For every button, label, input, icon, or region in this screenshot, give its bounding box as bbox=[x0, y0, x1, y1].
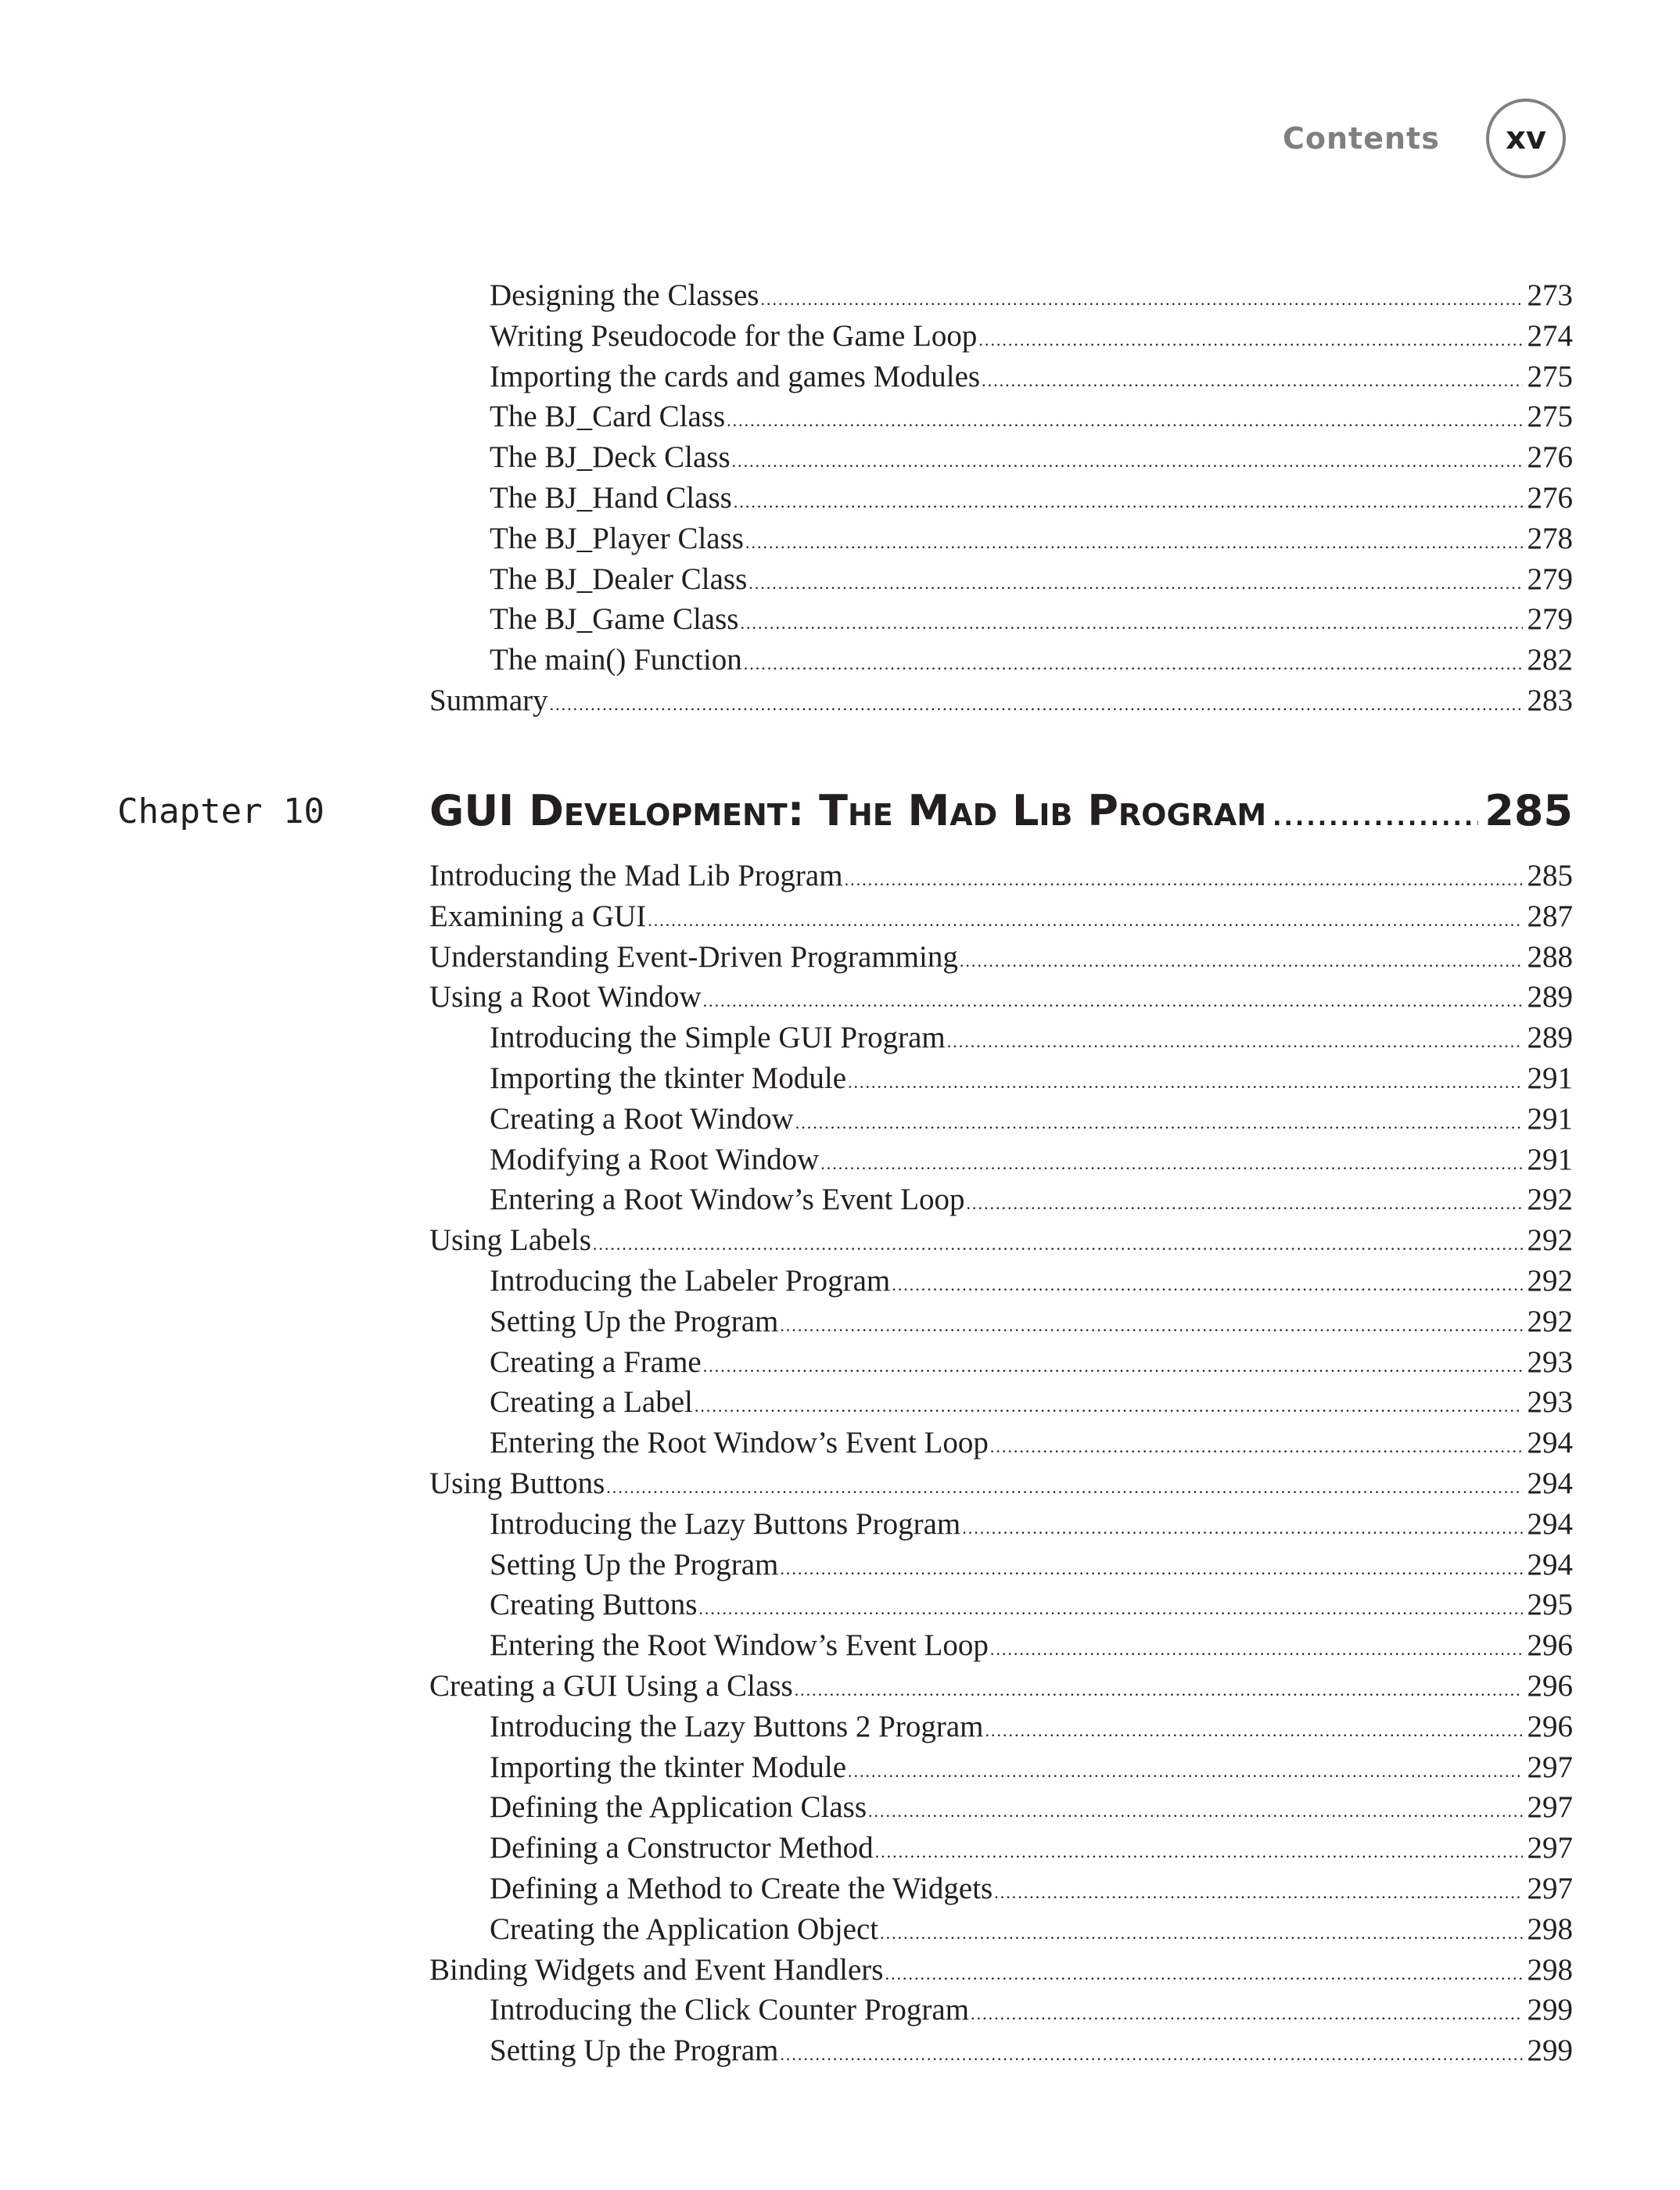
toc-entry bbox=[429, 318, 1573, 359]
toc-entry-page: 273 bbox=[1527, 278, 1573, 312]
toc-entry-page: 276 bbox=[1527, 440, 1573, 475]
toc-entry-page: 283 bbox=[1527, 683, 1573, 717]
toc-entry-title: Importing the cards and games Modules bbox=[490, 359, 981, 393]
toc-entry-page: 297 bbox=[1527, 1831, 1573, 1865]
toc-entry-title: Creating Buttons bbox=[490, 1588, 698, 1622]
dot-leader bbox=[962, 1518, 1522, 1538]
toc-entry-title: Entering a Root Window’s Event Loop bbox=[490, 1183, 965, 1217]
dot-leader bbox=[982, 371, 1522, 391]
toc-entry bbox=[429, 278, 1573, 318]
toc-entry-title: Introducing the Mad Lib Program bbox=[429, 859, 843, 892]
dot-leader bbox=[780, 1559, 1522, 1579]
toc-entry-title: Setting Up the Program bbox=[490, 1547, 779, 1581]
toc-entry bbox=[429, 939, 1573, 980]
toc-entry-title: Importing the tkinter Module bbox=[490, 1061, 847, 1095]
toc-entry-title: Defining a Constructor Method bbox=[490, 1831, 874, 1865]
toc-entry-page: 297 bbox=[1527, 1871, 1573, 1905]
toc-entry-title: Creating the Application Object bbox=[490, 1912, 879, 1946]
toc-entry bbox=[429, 1061, 1573, 1101]
dot-leader bbox=[868, 1801, 1522, 1822]
dot-leader bbox=[606, 1477, 1522, 1498]
toc-entry-page: 299 bbox=[1527, 1993, 1573, 2027]
toc-entry bbox=[429, 1101, 1573, 1142]
toc-entry-page: 294 bbox=[1527, 1426, 1573, 1460]
toc-entry-page: 289 bbox=[1527, 980, 1573, 1014]
toc-entry-title: Examining a GUI bbox=[429, 899, 647, 933]
chapter-page: 285 bbox=[1484, 786, 1573, 835]
toc-entry-title: The BJ_Card Class bbox=[490, 400, 726, 434]
toc-entry-page: 298 bbox=[1527, 1952, 1573, 1987]
toc-list-previous-chapter bbox=[429, 278, 1573, 723]
toc-entry bbox=[429, 1384, 1573, 1425]
toc-entry-title: Designing the Classes bbox=[490, 278, 759, 312]
toc-entry-page: 297 bbox=[1527, 1790, 1573, 1825]
dot-leader bbox=[820, 1154, 1522, 1174]
dot-leader bbox=[748, 573, 1522, 594]
toc-entry bbox=[429, 1912, 1573, 1952]
toc-entry-title: Creating a Frame bbox=[490, 1345, 702, 1379]
dot-leader bbox=[703, 1356, 1523, 1377]
toc-entry-title: Introducing the Simple GUI Program bbox=[490, 1021, 946, 1055]
toc-entry bbox=[429, 1142, 1573, 1183]
toc-entry-title: The BJ_Game Class bbox=[490, 602, 739, 637]
toc-entry-title: Defining the Application Class bbox=[490, 1790, 867, 1825]
dot-leader bbox=[593, 1234, 1523, 1255]
toc-entry bbox=[429, 399, 1573, 440]
toc-entry bbox=[429, 1182, 1573, 1222]
toc-entry-title: Using Buttons bbox=[429, 1466, 605, 1500]
toc-entry-title: Setting Up the Program bbox=[490, 2034, 779, 2068]
toc-entry bbox=[429, 1871, 1573, 1912]
toc-entry bbox=[429, 440, 1573, 480]
chapter-title: GUI Development: The Mad Lib Program bbox=[429, 786, 1267, 835]
dot-leader bbox=[967, 1194, 1523, 1214]
toc-entry bbox=[429, 1506, 1573, 1547]
chapter-heading bbox=[429, 786, 1573, 835]
toc-entry-title: Introducing the Lazy Buttons Program bbox=[490, 1506, 961, 1541]
toc-entry bbox=[429, 1466, 1573, 1506]
toc-entry-title: Importing the tkinter Module bbox=[490, 1750, 847, 1784]
dot-leader bbox=[734, 492, 1523, 512]
toc-entry-title: Entering the Root Window’s Event Loop bbox=[490, 1426, 989, 1460]
toc-entry-page: 279 bbox=[1527, 562, 1573, 596]
dot-leader bbox=[880, 1923, 1522, 1944]
toc-entry bbox=[429, 979, 1573, 1020]
toc-entry bbox=[429, 1345, 1573, 1385]
dot-leader bbox=[550, 695, 1523, 715]
toc-entry bbox=[429, 1790, 1573, 1830]
toc-entry-page: 294 bbox=[1527, 1466, 1573, 1500]
toc-entry-page: 299 bbox=[1527, 2034, 1573, 2068]
toc-entry-title: Creating a GUI Using a Class bbox=[429, 1668, 793, 1703]
toc-entry bbox=[429, 1587, 1573, 1628]
toc-entry-page: 282 bbox=[1527, 643, 1573, 677]
toc-entry bbox=[429, 480, 1573, 521]
toc-entry-title: Understanding Event-Driven Programming bbox=[429, 939, 958, 974]
dot-leader bbox=[978, 330, 1522, 350]
toc-entry bbox=[429, 1992, 1573, 2033]
toc-entry-title: The BJ_Player Class bbox=[490, 521, 744, 555]
dot-leader bbox=[795, 1680, 1523, 1700]
toc-entry bbox=[429, 1304, 1573, 1345]
toc-entry bbox=[429, 359, 1573, 400]
toc-entry bbox=[429, 899, 1573, 939]
toc-entry-title: The BJ_Deck Class bbox=[490, 440, 731, 475]
toc-entry-title: The BJ_Hand Class bbox=[490, 480, 732, 515]
dot-leader bbox=[695, 1396, 1523, 1416]
dot-leader bbox=[1273, 804, 1478, 831]
toc-entry bbox=[429, 642, 1573, 683]
toc-entry bbox=[429, 1628, 1573, 1668]
dot-leader bbox=[703, 991, 1523, 1011]
toc-entry-title: Using a Root Window bbox=[429, 980, 702, 1014]
toc-entry-page: 274 bbox=[1527, 318, 1573, 353]
toc-entry bbox=[429, 1952, 1573, 1993]
dot-leader bbox=[960, 951, 1523, 971]
toc-entry-page: 293 bbox=[1527, 1345, 1573, 1379]
toc-entry-page: 291 bbox=[1527, 1101, 1573, 1136]
toc-entry-title: Summary bbox=[429, 683, 548, 717]
toc-entry bbox=[429, 683, 1573, 723]
dot-leader bbox=[740, 613, 1522, 634]
toc-entry bbox=[429, 1709, 1573, 1750]
toc-entry-title: Defining a Method to Create the Widgets bbox=[490, 1871, 993, 1905]
toc-entry-title: Setting Up the Program bbox=[490, 1304, 779, 1338]
toc-entry-page: 296 bbox=[1527, 1709, 1573, 1743]
toc-entry-page: 292 bbox=[1527, 1223, 1573, 1258]
toc-entry-title: Binding Widgets and Event Handlers bbox=[429, 1952, 884, 1987]
dot-leader bbox=[745, 533, 1523, 553]
dot-leader bbox=[760, 289, 1522, 310]
toc-entry-page: 276 bbox=[1527, 480, 1573, 515]
dot-leader bbox=[727, 411, 1522, 431]
dot-leader bbox=[885, 1964, 1522, 1984]
toc-entry bbox=[429, 1425, 1573, 1466]
chapter-label: Chapter 10 bbox=[117, 792, 325, 831]
page-number-badge bbox=[1486, 99, 1566, 178]
toc-entry bbox=[429, 1222, 1573, 1263]
dot-leader bbox=[994, 1883, 1522, 1903]
toc-entry-title: Entering the Root Window’s Event Loop bbox=[490, 1628, 989, 1663]
toc-entry bbox=[429, 1020, 1573, 1061]
toc-entry-title: The BJ_Dealer Class bbox=[490, 562, 748, 596]
toc-entry bbox=[429, 1263, 1573, 1304]
toc-entry bbox=[429, 1668, 1573, 1709]
dot-leader bbox=[845, 870, 1523, 890]
toc-entry-page: 291 bbox=[1527, 1142, 1573, 1176]
toc-entry-page: 296 bbox=[1527, 1628, 1573, 1663]
toc-entry bbox=[429, 562, 1573, 602]
dot-leader bbox=[732, 451, 1523, 472]
dot-leader bbox=[795, 1113, 1523, 1133]
toc-entry-page: 292 bbox=[1527, 1263, 1573, 1298]
toc-entry-title: Modifying a Root Window bbox=[490, 1142, 820, 1176]
toc-entry-page: 291 bbox=[1527, 1061, 1573, 1095]
toc-entry-title: The main() Function bbox=[490, 643, 742, 677]
toc-entry bbox=[429, 858, 1573, 899]
toc-entry-page: 293 bbox=[1527, 1385, 1573, 1420]
toc-entry bbox=[429, 1830, 1573, 1871]
dot-leader bbox=[985, 1721, 1522, 1741]
toc-entry-title: Introducing the Labeler Program bbox=[490, 1263, 891, 1298]
toc-entry-page: 279 bbox=[1527, 602, 1573, 637]
dot-leader bbox=[848, 1761, 1522, 1782]
toc-entry-page: 285 bbox=[1527, 859, 1573, 892]
toc-entry-page: 278 bbox=[1527, 521, 1573, 555]
page-number: xv bbox=[1506, 120, 1546, 156]
toc-entry-page: 292 bbox=[1527, 1183, 1573, 1217]
toc-entry-page: 297 bbox=[1527, 1750, 1573, 1784]
dot-leader bbox=[848, 1072, 1522, 1093]
toc-list-chapter-10 bbox=[429, 858, 1573, 2073]
dot-leader bbox=[892, 1275, 1522, 1295]
dot-leader bbox=[990, 1639, 1523, 1660]
toc-entry-title: Creating a Root Window bbox=[490, 1101, 794, 1136]
toc-entry-page: 298 bbox=[1527, 1912, 1573, 1946]
dot-leader bbox=[744, 654, 1523, 674]
toc-entry-page: 296 bbox=[1527, 1668, 1573, 1703]
dot-leader bbox=[780, 1316, 1522, 1336]
toc-entry bbox=[429, 521, 1573, 562]
dot-leader bbox=[780, 2045, 1522, 2065]
toc-entry-title: Writing Pseudocode for the Game Loop bbox=[490, 318, 978, 353]
toc-entry-title: Introducing the Click Counter Program bbox=[490, 1993, 970, 2027]
toc-entry bbox=[429, 1547, 1573, 1588]
toc-entry-page: 275 bbox=[1527, 359, 1573, 393]
toc-entry bbox=[429, 601, 1573, 642]
toc-entry-page: 294 bbox=[1527, 1506, 1573, 1541]
running-header: Contents bbox=[1283, 121, 1440, 156]
dot-leader bbox=[648, 910, 1522, 931]
toc-entry-title: Introducing the Lazy Buttons 2 Program bbox=[490, 1709, 984, 1743]
toc-entry-title: Using Labels bbox=[429, 1223, 591, 1258]
toc-entry-page: 289 bbox=[1527, 1021, 1573, 1055]
dot-leader bbox=[947, 1032, 1523, 1052]
dot-leader bbox=[971, 2004, 1522, 2024]
toc-entry-page: 295 bbox=[1527, 1588, 1573, 1622]
dot-leader bbox=[698, 1599, 1522, 1619]
toc-entry-page: 292 bbox=[1527, 1304, 1573, 1338]
toc-entry bbox=[429, 2033, 1573, 2073]
dot-leader bbox=[875, 1842, 1523, 1862]
toc-entry bbox=[429, 1750, 1573, 1790]
dot-leader bbox=[990, 1437, 1523, 1457]
toc-entry-page: 294 bbox=[1527, 1547, 1573, 1581]
toc-entry-title: Creating a Label bbox=[490, 1385, 693, 1420]
toc-entry-page: 288 bbox=[1527, 939, 1573, 974]
toc-entry-page: 275 bbox=[1527, 400, 1573, 434]
toc-entry-page: 287 bbox=[1527, 899, 1573, 933]
